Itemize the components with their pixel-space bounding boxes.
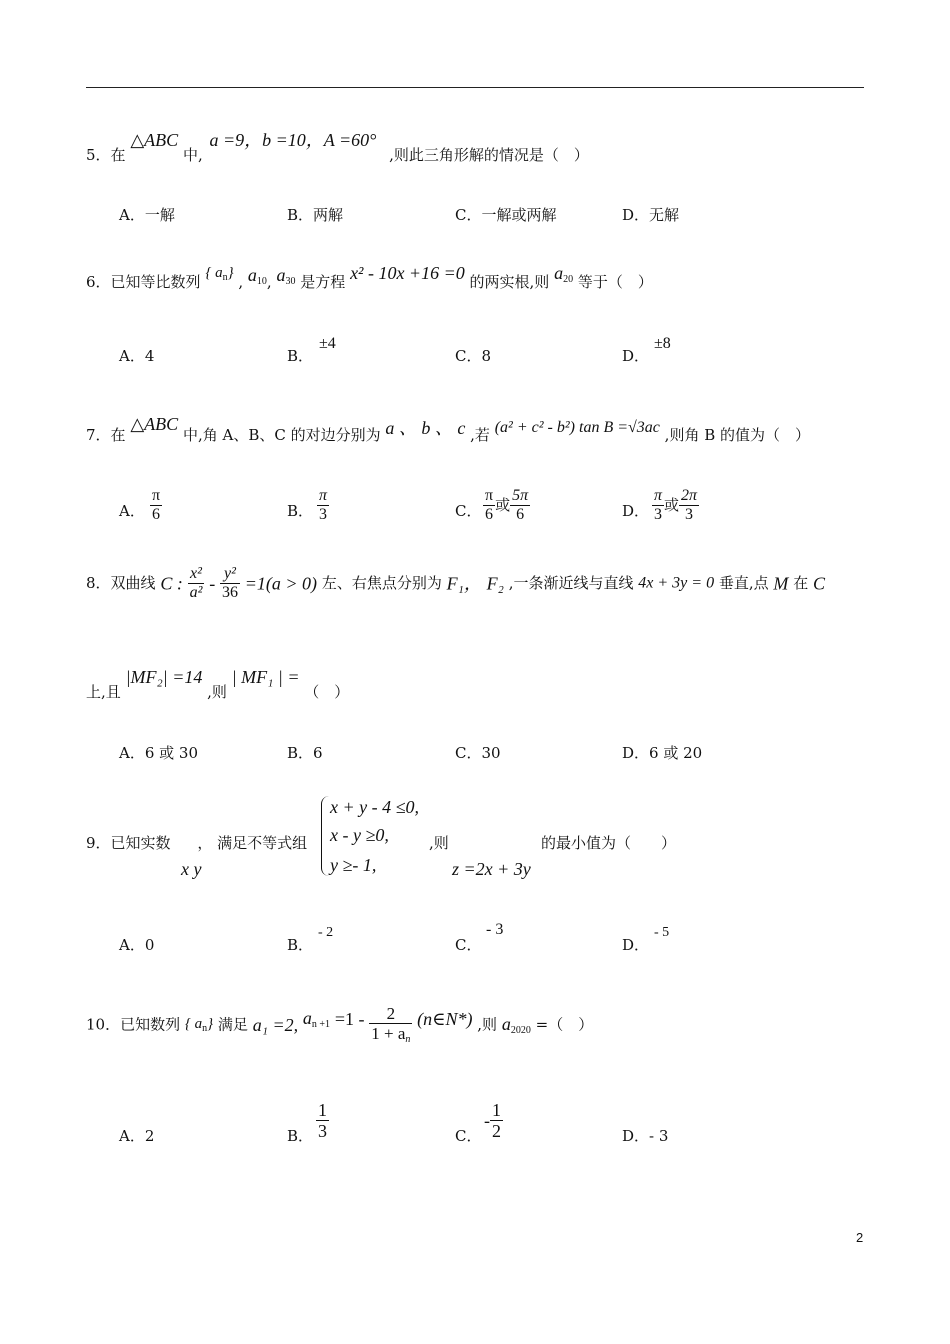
q5-condition: a =9，b =10，A =60° — [209, 130, 377, 150]
q7-option-a: A． — [119, 502, 145, 520]
q9-option-a: A．0 — [119, 936, 155, 954]
q10-option-c: C． — [455, 1127, 482, 1145]
question-7: 7．在 △ABC 中,角 A、B、C 的对边分别为 a 、 b 、 c ,若 (a² + c² - b²) tan B =√3ac ,则角 B 的值为（ ） — [86, 414, 810, 444]
question-9: 9．已知实数 ， 满足不等式组 — [86, 834, 308, 852]
q10-option-a: A．2 — [119, 1127, 155, 1145]
q6-option-a: A．4 — [119, 347, 155, 365]
q8-option-d: D．6 或 20 — [622, 744, 703, 762]
q8-mf2: |MF₂| =14 — [125, 667, 203, 687]
question-5 — [86, 130, 589, 164]
q10-tail: =（ ） — [535, 1015, 594, 1034]
q8-number: 8．双曲线 — [86, 574, 156, 592]
q6-option-c: C．8 — [455, 347, 492, 365]
q7-option-c-value: $\frac{\pi}{6}$ 或 $\frac{5\pi}{6}$ — [485, 487, 529, 523]
q6-number: 6．已知等比数列 — [86, 273, 201, 291]
q5-option-d: D．无解 — [622, 206, 680, 224]
q7-tail: ,则角 B 的值为（ ） — [664, 426, 810, 444]
question-10: 10．已知数列 { $a_n$} 满足 a₁ =2, $a_{n +1} =1$ - $\frac{2}{1 + a_n}$ (n∈N*) ,则 $a_{2020}$ =（ ） — [86, 1004, 594, 1045]
q6-a30: a — [276, 265, 286, 285]
question-8-line-2: 上,且 |MF₂| =14 ,则 | MF₁ | = （ ） — [86, 667, 350, 701]
q8-option-a: A．6 或 30 — [119, 744, 198, 762]
q10-number: 10．已知数列 — [86, 1015, 181, 1034]
q5-option-c: C．一解或两解 — [455, 206, 557, 224]
q10-sequence: { a — [184, 1015, 203, 1032]
q5-option-b: B．两解 — [287, 206, 344, 224]
q6-text: 是方程 — [300, 273, 346, 291]
q7-option-b-value: $\frac{\pi}{3}$ — [319, 487, 328, 523]
q7-option-b: B． — [287, 502, 314, 520]
q9-ineq-1: x + y - 4 ≤0, — [330, 797, 419, 817]
q6-a10: a — [247, 265, 257, 285]
q10-option-b: B． — [287, 1127, 314, 1145]
q10-target: a — [501, 1013, 511, 1034]
q6-sequence: { a — [205, 265, 223, 281]
q9-option-d-value: - 5 — [654, 925, 670, 940]
q5-text: 中, — [182, 146, 203, 164]
q9-option-d: D． — [622, 936, 650, 954]
q5-option-a: A．一解 — [119, 206, 175, 224]
q8-mf1: | MF₁ | = — [231, 667, 300, 687]
q9-text: 满足不等式组 — [217, 834, 308, 852]
q8-f2: F₂ — [486, 573, 504, 594]
q6-option-b-value: ±4 — [319, 335, 336, 352]
q6-option-d-value: ±8 — [654, 335, 671, 352]
q9-then: ,则 — [429, 834, 449, 852]
q9-option-c-value: - 3 — [486, 921, 504, 938]
q10-option-d: D．- 3 — [622, 1127, 669, 1145]
q7-text: 中,角 A、B、C 的对边分别为 — [182, 426, 381, 444]
q7-sides: a 、 b 、 c — [385, 418, 466, 438]
q9-number: 9．已知实数 — [86, 834, 171, 852]
q8-equation-tail: =1(a > 0) — [244, 573, 318, 594]
q9-variables: x y — [181, 859, 202, 879]
q7-option-c: C． — [455, 502, 482, 520]
q10-option-c-value: - $\frac{1}{2}$ — [484, 1100, 501, 1141]
q9-system-brace — [321, 796, 330, 876]
question-8: 8．双曲线 C : $\frac{\text{x²}}{\text{a²}}$ - $\frac{\text{y²}}{36}$ =1(a > 0) 左、右焦点分别为 F₁， F₂ ,一条渐近线与直线 4x + 3y = 0 垂直,点 M 在 C — [86, 565, 825, 601]
q8-text: 左、右焦点分别为 — [321, 574, 442, 592]
q6-text-2: 的两实根,则 — [469, 273, 550, 291]
q10-option-b-value: $\frac{1}{3}$ — [318, 1100, 327, 1141]
q5-number: 5．在 — [86, 146, 126, 164]
page-number: 2 — [856, 1230, 864, 1245]
q6-equation: x² - 10x +16 =0 — [350, 263, 465, 283]
q9-objective: z =2x + 3y — [452, 859, 531, 879]
q9-option-b-value: - 2 — [318, 925, 334, 940]
q8-option-c: C．30 — [455, 744, 501, 762]
q10-recurrence: =1 - — [334, 1009, 365, 1029]
q7-option-a-value: $\frac{\pi}{6}$ — [152, 487, 161, 523]
q7-equation: (a² + c² - b²) tan B =√3ac — [494, 419, 660, 436]
q6-option-d: D． — [622, 347, 650, 365]
q7-triangle: △ABC — [130, 414, 179, 434]
header-rule — [86, 87, 864, 88]
q6-a20: a — [554, 263, 564, 283]
q9-option-b: B． — [287, 936, 314, 954]
q5-triangle: △ABC — [130, 130, 179, 150]
q8-f1: F₁， — [446, 573, 482, 594]
q9-ineq-3: y ≥- 1, — [330, 855, 377, 875]
q8-line: 4x + 3y = 0 — [638, 574, 715, 592]
q5-tail: ,则此三角形解的情况是（ ） — [389, 146, 589, 164]
q9-tail: 的最小值为（ ） — [541, 834, 677, 852]
question-6: 6．已知等比数列 { $a_n$} , $a_{10}$, $a_{30}$ 是方程 x² - 10x +16 =0 的两实根,则 $a_{20}$ 等于（ ） — [86, 263, 653, 291]
q8-option-b: B．6 — [287, 744, 323, 762]
q7-number: 7．在 — [86, 426, 126, 444]
q9-ineq-2: x - y ≥0, — [330, 825, 389, 845]
q9-option-c: C． — [455, 936, 482, 954]
q6-option-b: B． — [287, 347, 314, 365]
q6-tail: 等于（ ） — [577, 273, 653, 291]
q8-curve-label: C : — [160, 573, 183, 594]
q10-a1: a₁ =2, — [252, 1015, 299, 1035]
q10-condition: (n∈N*) — [417, 1009, 473, 1029]
q7-option-d-value: $\frac{\pi}{3}$ 或 $\frac{2\pi}{3}$ — [654, 487, 698, 523]
q7-option-d: D． — [622, 502, 650, 520]
